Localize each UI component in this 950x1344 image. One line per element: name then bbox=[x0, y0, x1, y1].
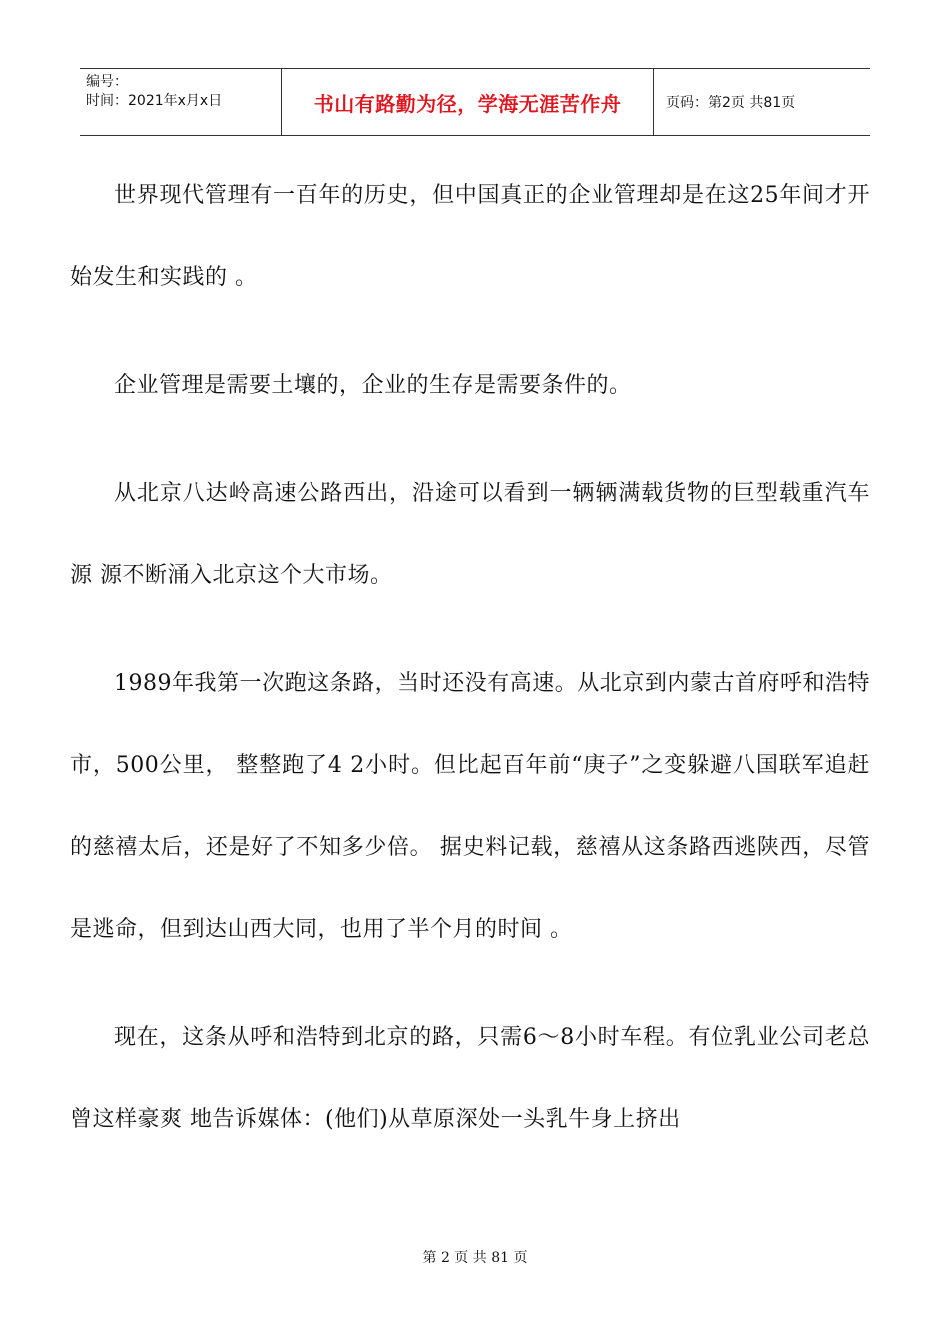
header-meta-cell bbox=[80, 69, 282, 135]
document-time-label: 时间：2021年x月x日 bbox=[86, 93, 223, 109]
document-body bbox=[70, 155, 870, 1187]
page-footer: 第 2 页 共 81 页 bbox=[422, 1250, 528, 1266]
paragraph: 1989年我第一次跑这条路，当时还没有高速。从北京到内蒙古首府呼和浩特市，500公里， 整整跑了4 2小时。但比起百年前“庚子”之变躲避八国联军追赶的慈禧太后，还是好了不知多少倍。 据史料记载，慈禧从这条路西逃陕西，尽管是逃命，但到达山西大同，也用了半个月的时间 。 bbox=[70, 671, 870, 942]
header-page-cell bbox=[654, 69, 870, 135]
header-motto-cell bbox=[282, 69, 654, 135]
paragraph: 企业管理是需要土壤的，企业的生存是需要条件的。 bbox=[114, 373, 632, 398]
paragraph: 现在，这条从呼和浩特到北京的路，只需6～8小时车程。有位乳业公司老总曾这样豪爽 地告诉媒体：(他们)从草原深处一头乳牛身上挤出 bbox=[70, 1025, 870, 1132]
document-code-label: 编号： bbox=[86, 74, 128, 90]
header-motto: 书山有路勤为径，学海无涯苦作舟 bbox=[313, 91, 622, 116]
document-header bbox=[80, 68, 870, 136]
header-page-info: 页码：第2页 共81页 bbox=[666, 95, 796, 111]
paragraph: 世界现代管理有一百年的历史，但中国真正的企业管理却是在这25年间才开始发生和实践的 。 bbox=[70, 183, 870, 290]
paragraph: 从北京八达岭高速公路西出，沿途可以看到一辆辆满载货物的巨型载重汽车源 源不断涌入北京这个大市场。 bbox=[70, 481, 870, 588]
